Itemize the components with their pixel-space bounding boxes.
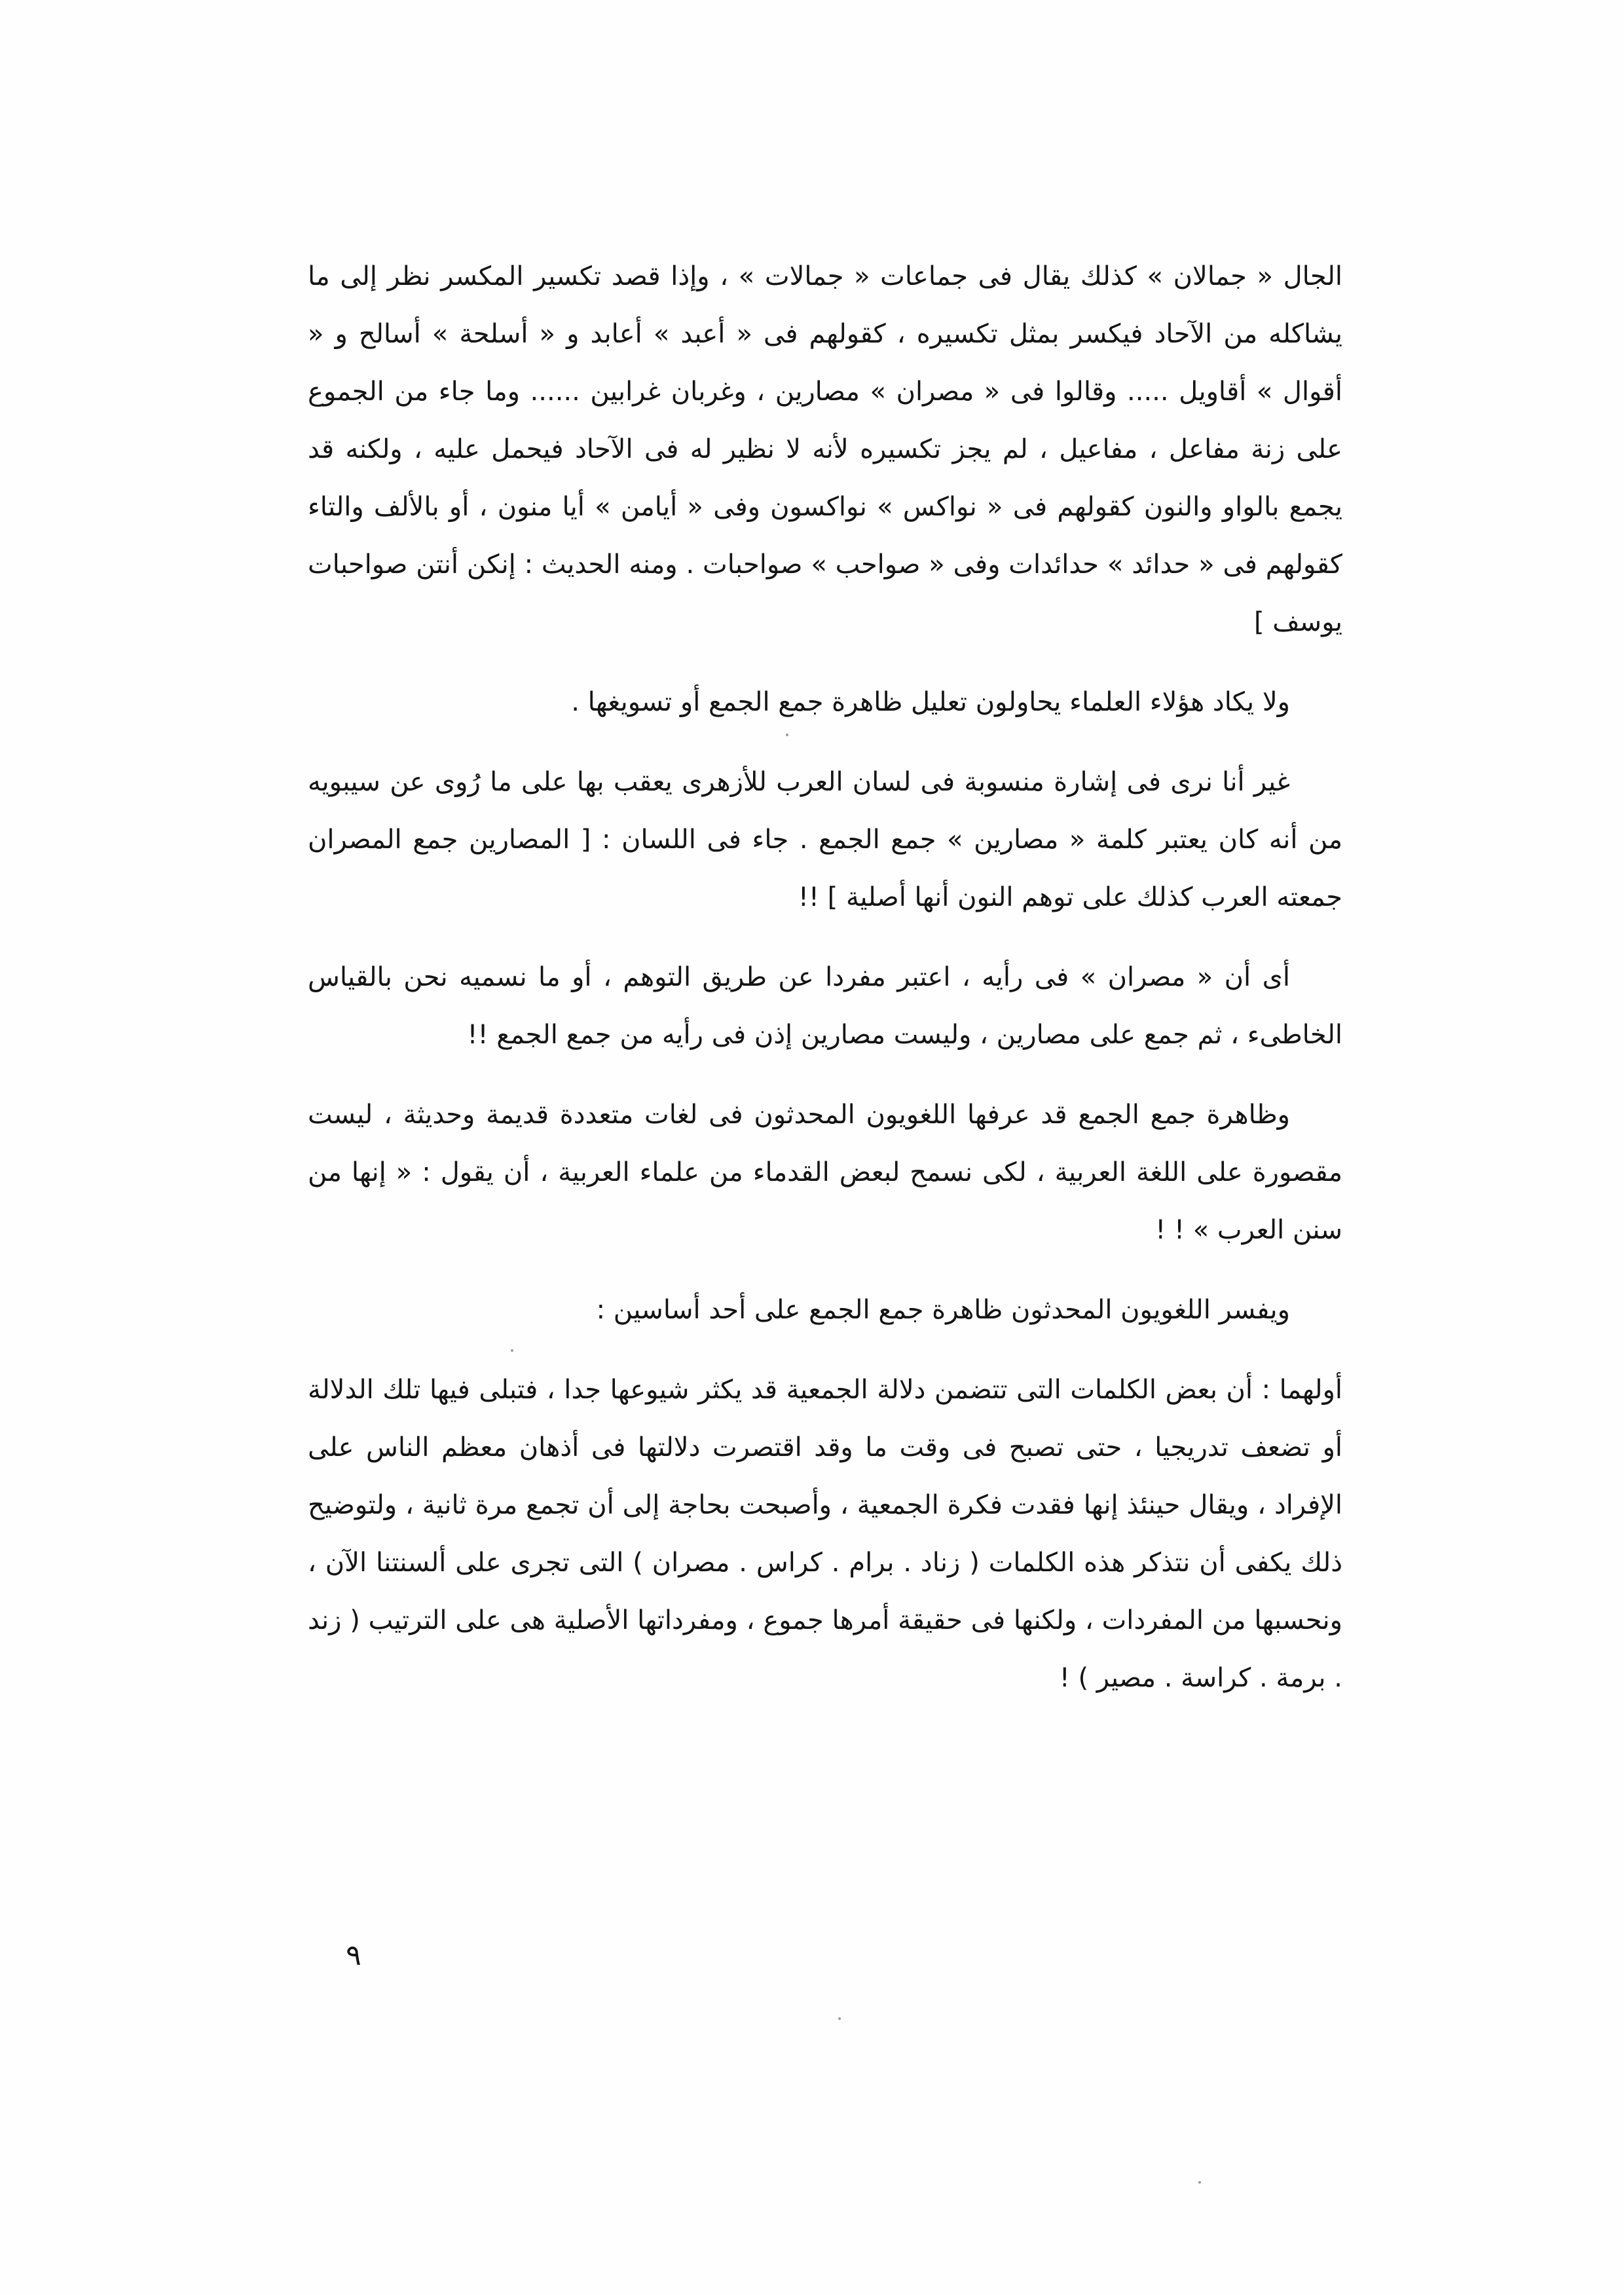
paragraph-2: ولا يكاد هؤلاء العلماء يحاولون تعليل ظاهرة جمع الجمع أو تسويغها . [571,687,1290,717]
scan-speck [1198,2181,1201,2184]
paragraph-5: وظاهرة جمع الجمع قد عرفها اللغويون المحدثون فى لغات متعددة قديمة وحديثة ، ليست مقصورة على اللغة العربية ، لكى نسمح لبعض القدماء من علماء العربية ، أن يقول : « إنها من سنن العرب » ! ! [308,1100,1342,1245]
page-body-text [308,248,1342,1729]
scan-speck [511,1349,513,1352]
paragraph-3: غير أنا نرى فى إشارة منسوبة فى لسان العرب للأزهرى يعقب بها على ما رُوى عن سيبويه من أنه كان يعتبر كلمة « مصارين » جمع الجمع . جاء فى اللسان : [ المصارين جمع المصران جمعته العرب كذلك على توهم النون أنها أصلية ] !! [308,767,1342,912]
paragraph-4: أى أن « مصران » فى رأيه ، اعتبر مفردا عن طريق التوهم ، أو ما نسميه نحن بالقياس الخاطىء ، ثم جمع على مصارين ، وليست مصارين إذن فى رأيه من جمع الجمع !! [308,962,1342,1050]
paragraph-1: الجال « جمالان » كذلك يقال فى جماعات « جمالات » ، وإذا قصد تكسير المكسر نظر إلى ما يشاكله من الآحاد فيكسر بمثل تكسيره ، كقولهم فى « أعبد » أعابد و « أسلحة » أسالح و « أقوال » أقاويل ..... وقالوا فى « مصران » مصارين ، وغربان غرابين ...... وما جاء من الجموع على زنة مفاعل ، مفاعيل ، لم يجز تكسيره لأنه لا نظير له فى الآحاد فيحمل عليه ، ولكنه قد يجمع بالواو والنون كقولهم فى « نواكس » نواكسون وفى « أيامن » أيا منون ، أو بالألف والتاء كقولهم فى « حدائد » حدائدات وفى « صواحب » صواحبات . ومنه الحديث : إنكن أنتن صواحبات يوسف ] [308,261,1342,637]
scan-speck [786,734,788,736]
scan-speck [838,2017,841,2020]
page-number: ٩ [346,1939,361,1972]
paragraph-7: أولهما : أن بعض الكلمات التى تتضمن دلالة الجمعية قد يكثر شيوعها جدا ، فتبلى فيها تلك الدلالة أو تضعف تدريجيا ، حتى تصبح فى وقت ما وقد اقتصرت دلالتها فى أذهان معظم الناس على الإفراد ، ويقال حينئذ إنها فقدت فكرة الجمعية ، وأصبحت بحاجة إلى أن تجمع مرة ثانية ، ولتوضيح ذلك يكفى أن نتذكر هذه الكلمات ( زناد . برام . كراس . مصران ) التى تجرى على ألسنتنا الآن ، ونحسبها من المفردات ، ولكنها فى حقيقة أمرها جموع ، ومفرداتها الأصلية هى على الترتيب ( زند . برمة . كراسة . مصير ) ! [308,1375,1342,1693]
paragraph-6: ويفسر اللغويون المحدثون ظاهرة جمع الجمع على أحد أساسين : [596,1295,1290,1325]
